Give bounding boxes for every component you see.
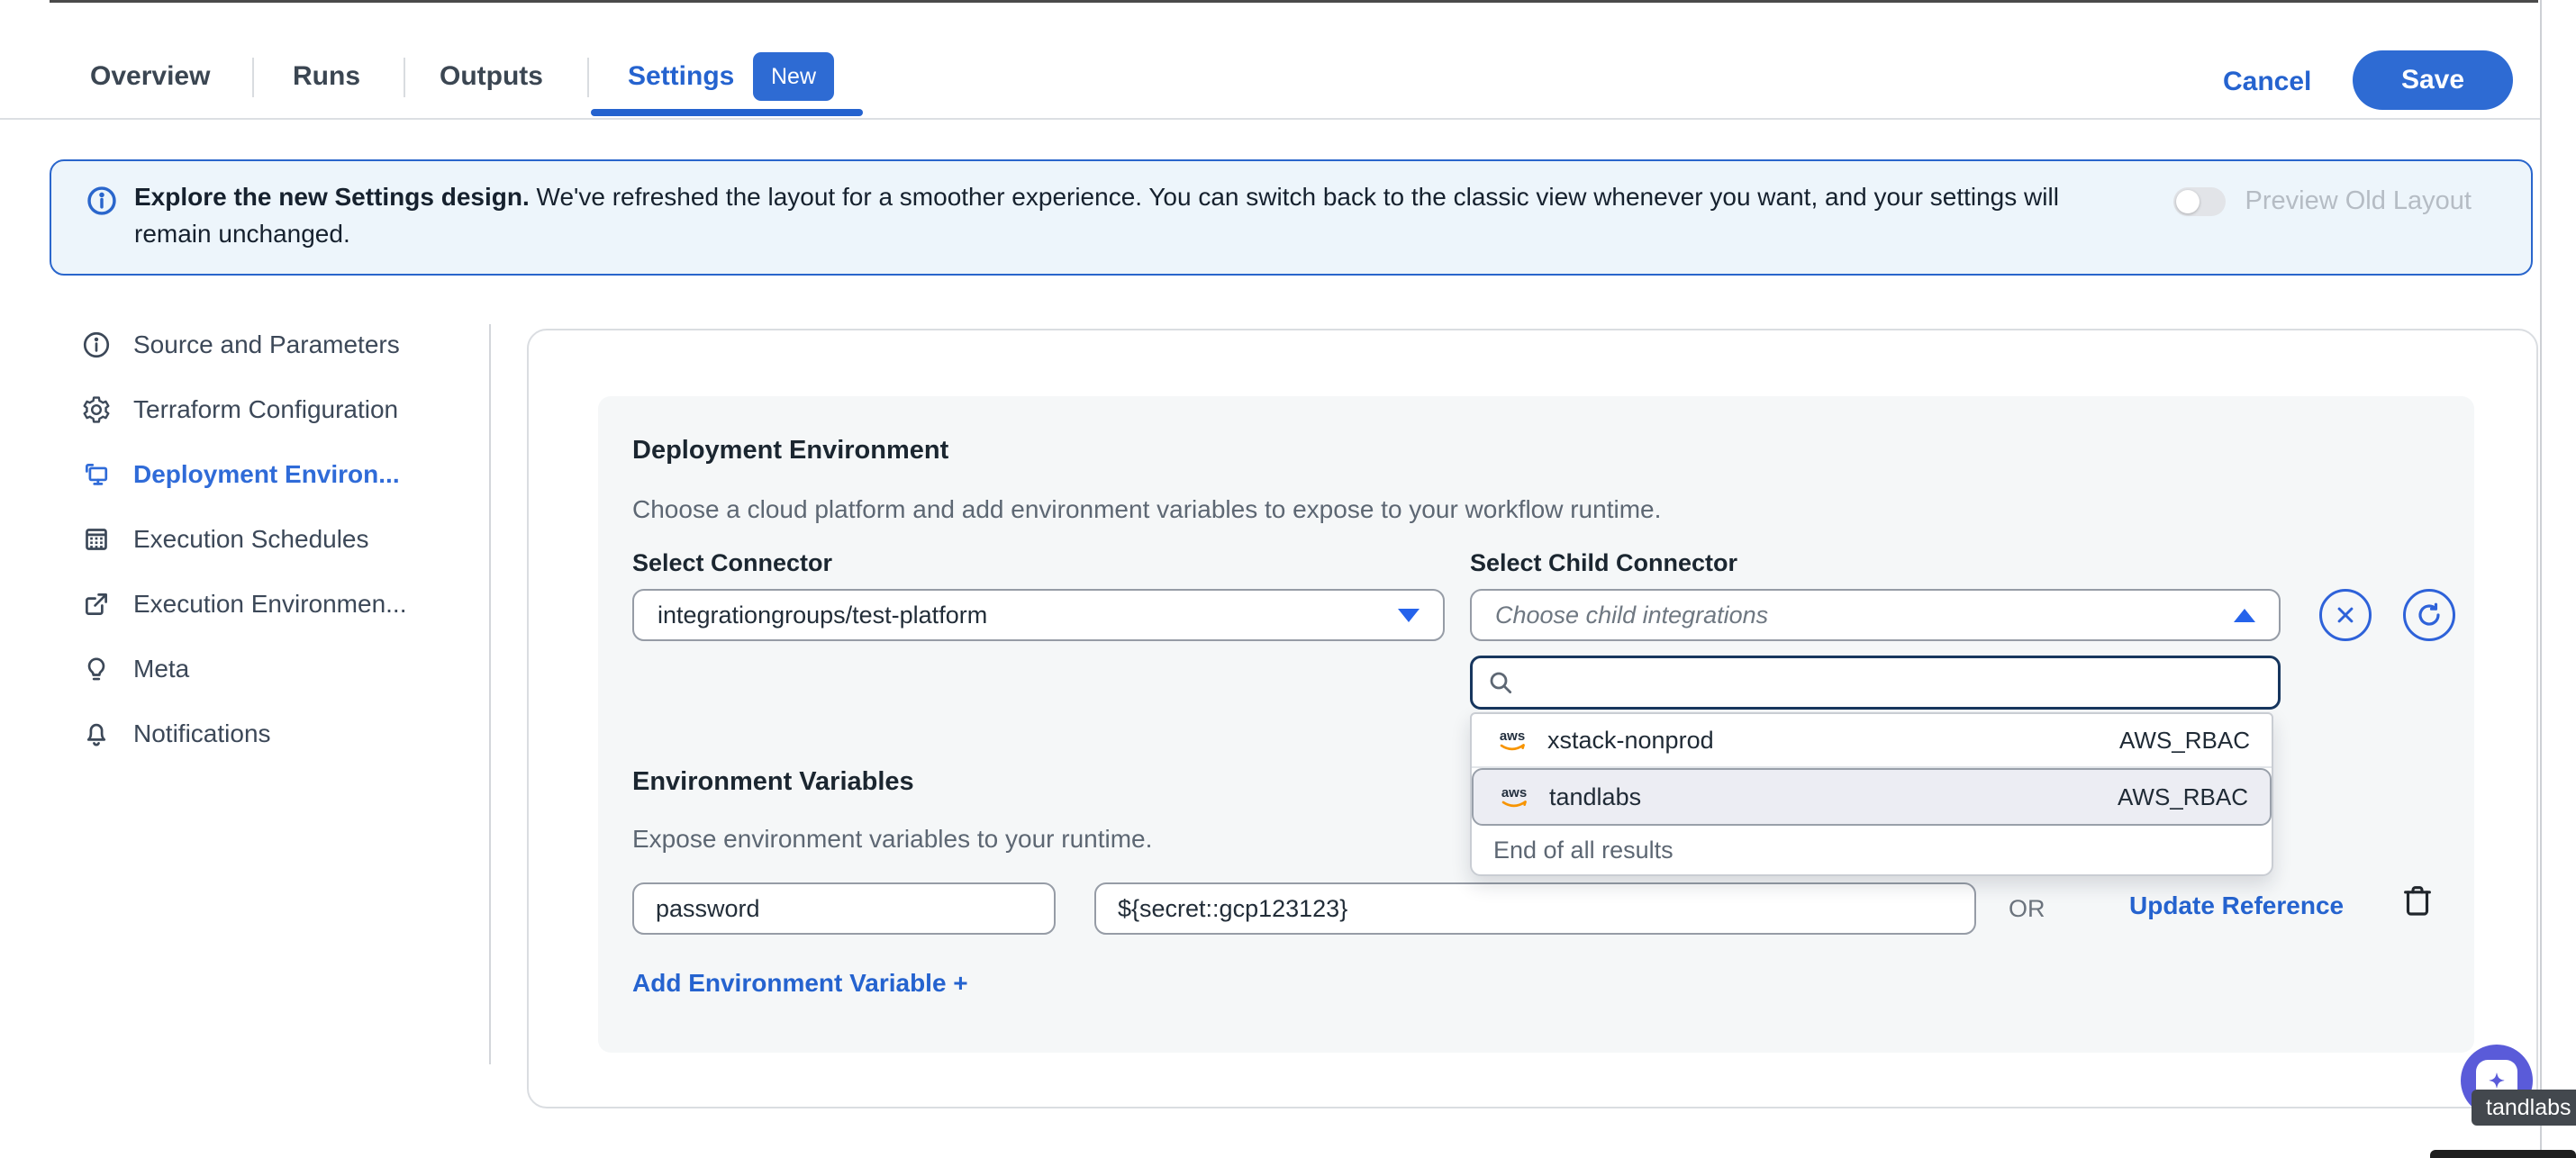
sidebar-item-execution-environment[interactable]	[81, 572, 477, 637]
sidebar-item-meta[interactable]	[81, 637, 477, 701]
sidebar-item-label: Deployment Environ...	[133, 460, 400, 488]
sidebar-item-label: Execution Environmen...	[133, 590, 407, 618]
deployment-section-description: Choose a cloud platform and add environment variables to expose to your workflow runtime.	[632, 495, 1662, 523]
settings-card	[527, 329, 2538, 1108]
deployment-environment-panel	[598, 396, 2474, 1053]
banner-body-line2: remain unchanged.	[134, 220, 350, 248]
option-tag: AWS_RBAC	[2119, 726, 2250, 754]
svg-text:aws: aws	[1499, 728, 1526, 744]
or-label: OR	[2009, 895, 2045, 922]
gear-icon	[81, 394, 112, 425]
sidebar-item-source-and-parameters[interactable]	[81, 312, 477, 377]
option-name: xstack-nonprod	[1547, 726, 1714, 754]
tab-runs[interactable]: Runs	[293, 61, 360, 91]
tab-divider	[587, 58, 589, 97]
refresh-button[interactable]	[2403, 589, 2455, 641]
settings-banner	[50, 159, 2533, 276]
settings-sidebar	[81, 312, 477, 766]
new-badge: New	[753, 52, 834, 101]
tab-overview[interactable]: Overview	[90, 61, 211, 91]
cancel-button[interactable]: Cancel	[2223, 67, 2312, 96]
window-top-edge	[50, 0, 2538, 3]
variable-value-input[interactable]	[1094, 882, 1976, 935]
toggle-knob	[2176, 190, 2200, 213]
save-button[interactable]: Save	[2353, 50, 2513, 110]
sidebar-item-label: Terraform Configuration	[133, 395, 399, 423]
sidebar-item-label: Source and Parameters	[133, 330, 400, 358]
sidebar-item-deployment-environment[interactable]	[81, 442, 477, 507]
add-environment-variable-link[interactable]: Add Environment Variable +	[632, 969, 968, 997]
delete-variable-button[interactable]	[2399, 882, 2435, 921]
active-tab-underline	[591, 109, 863, 116]
monitor-icon	[81, 459, 112, 490]
tab-settings[interactable]: Settings	[628, 61, 735, 91]
dropdown-option-xstack-nonprod[interactable]	[1472, 714, 2272, 768]
external-link-icon	[81, 589, 112, 620]
child-connector-select[interactable]	[1470, 589, 2281, 641]
search-icon	[1486, 668, 1515, 697]
trash-icon	[2399, 882, 2435, 918]
aws-icon	[1495, 783, 1533, 810]
connector-select-value: integrationgroups/test-platform	[658, 601, 988, 629]
sidebar-item-label: Meta	[133, 655, 190, 683]
banner-body-line1: We've refreshed the layout for a smoother experience. You can switch back to the classic view whenever you want, and your settings will	[536, 183, 2059, 211]
bottom-corner-overlay	[2430, 1150, 2576, 1158]
info-icon	[81, 330, 112, 360]
child-connector-placeholder: Choose child integrations	[1495, 601, 1769, 629]
chevron-up-icon	[2234, 609, 2255, 622]
sidebar-item-label: Notifications	[133, 719, 271, 747]
banner-text	[134, 178, 2215, 252]
tab-divider	[404, 58, 405, 97]
select-connector-label: Select Connector	[632, 549, 833, 576]
option-tag: AWS_RBAC	[2118, 783, 2248, 810]
refresh-icon	[2415, 601, 2444, 629]
sidebar-item-terraform-configuration[interactable]	[81, 377, 477, 442]
clear-selection-button[interactable]	[2319, 589, 2372, 641]
environment-variables-description: Expose environment variables to your runtime.	[632, 825, 1153, 853]
chevron-down-icon	[1398, 609, 1420, 622]
environment-variables-title: Environment Variables	[632, 767, 914, 796]
search-input[interactable]	[1470, 656, 2281, 710]
bell-icon	[81, 719, 112, 749]
preview-old-layout-toggle[interactable]	[2173, 187, 2226, 216]
sidebar-item-notifications[interactable]	[81, 701, 477, 766]
schedule-grid-icon	[81, 524, 112, 555]
connector-select[interactable]	[632, 589, 1445, 641]
aws-icon	[1493, 727, 1531, 754]
preview-old-layout-label: Preview Old Layout	[2245, 186, 2472, 215]
info-icon	[86, 185, 118, 222]
svg-text:aws: aws	[1501, 785, 1528, 801]
scrollbar-track[interactable]	[2540, 0, 2542, 1158]
lightbulb-icon	[81, 654, 112, 684]
child-connector-dropdown	[1470, 712, 2273, 876]
dropdown-option-tandlabs[interactable]	[1472, 768, 2272, 826]
update-reference-link[interactable]: Update Reference	[2129, 891, 2345, 919]
sidebar-item-execution-schedules[interactable]	[81, 507, 477, 572]
sidebar-divider	[489, 324, 491, 1064]
x-circle-icon	[2332, 602, 2359, 629]
tab-divider	[252, 58, 254, 97]
variable-name-input[interactable]	[632, 882, 1056, 935]
deployment-section-title: Deployment Environment	[632, 436, 949, 465]
tab-outputs[interactable]: Outputs	[440, 61, 543, 91]
banner-title: Explore the new Settings design.	[134, 183, 530, 211]
fab-tooltip: tandlabs	[2472, 1090, 2576, 1126]
header-divider	[0, 118, 2540, 120]
sidebar-item-label: Execution Schedules	[133, 525, 369, 553]
option-name: tandlabs	[1549, 783, 1642, 810]
end-of-results-label: End of all results	[1493, 836, 1673, 864]
select-child-connector-label: Select Child Connector	[1470, 549, 1738, 576]
child-connector-search	[1470, 656, 2281, 710]
